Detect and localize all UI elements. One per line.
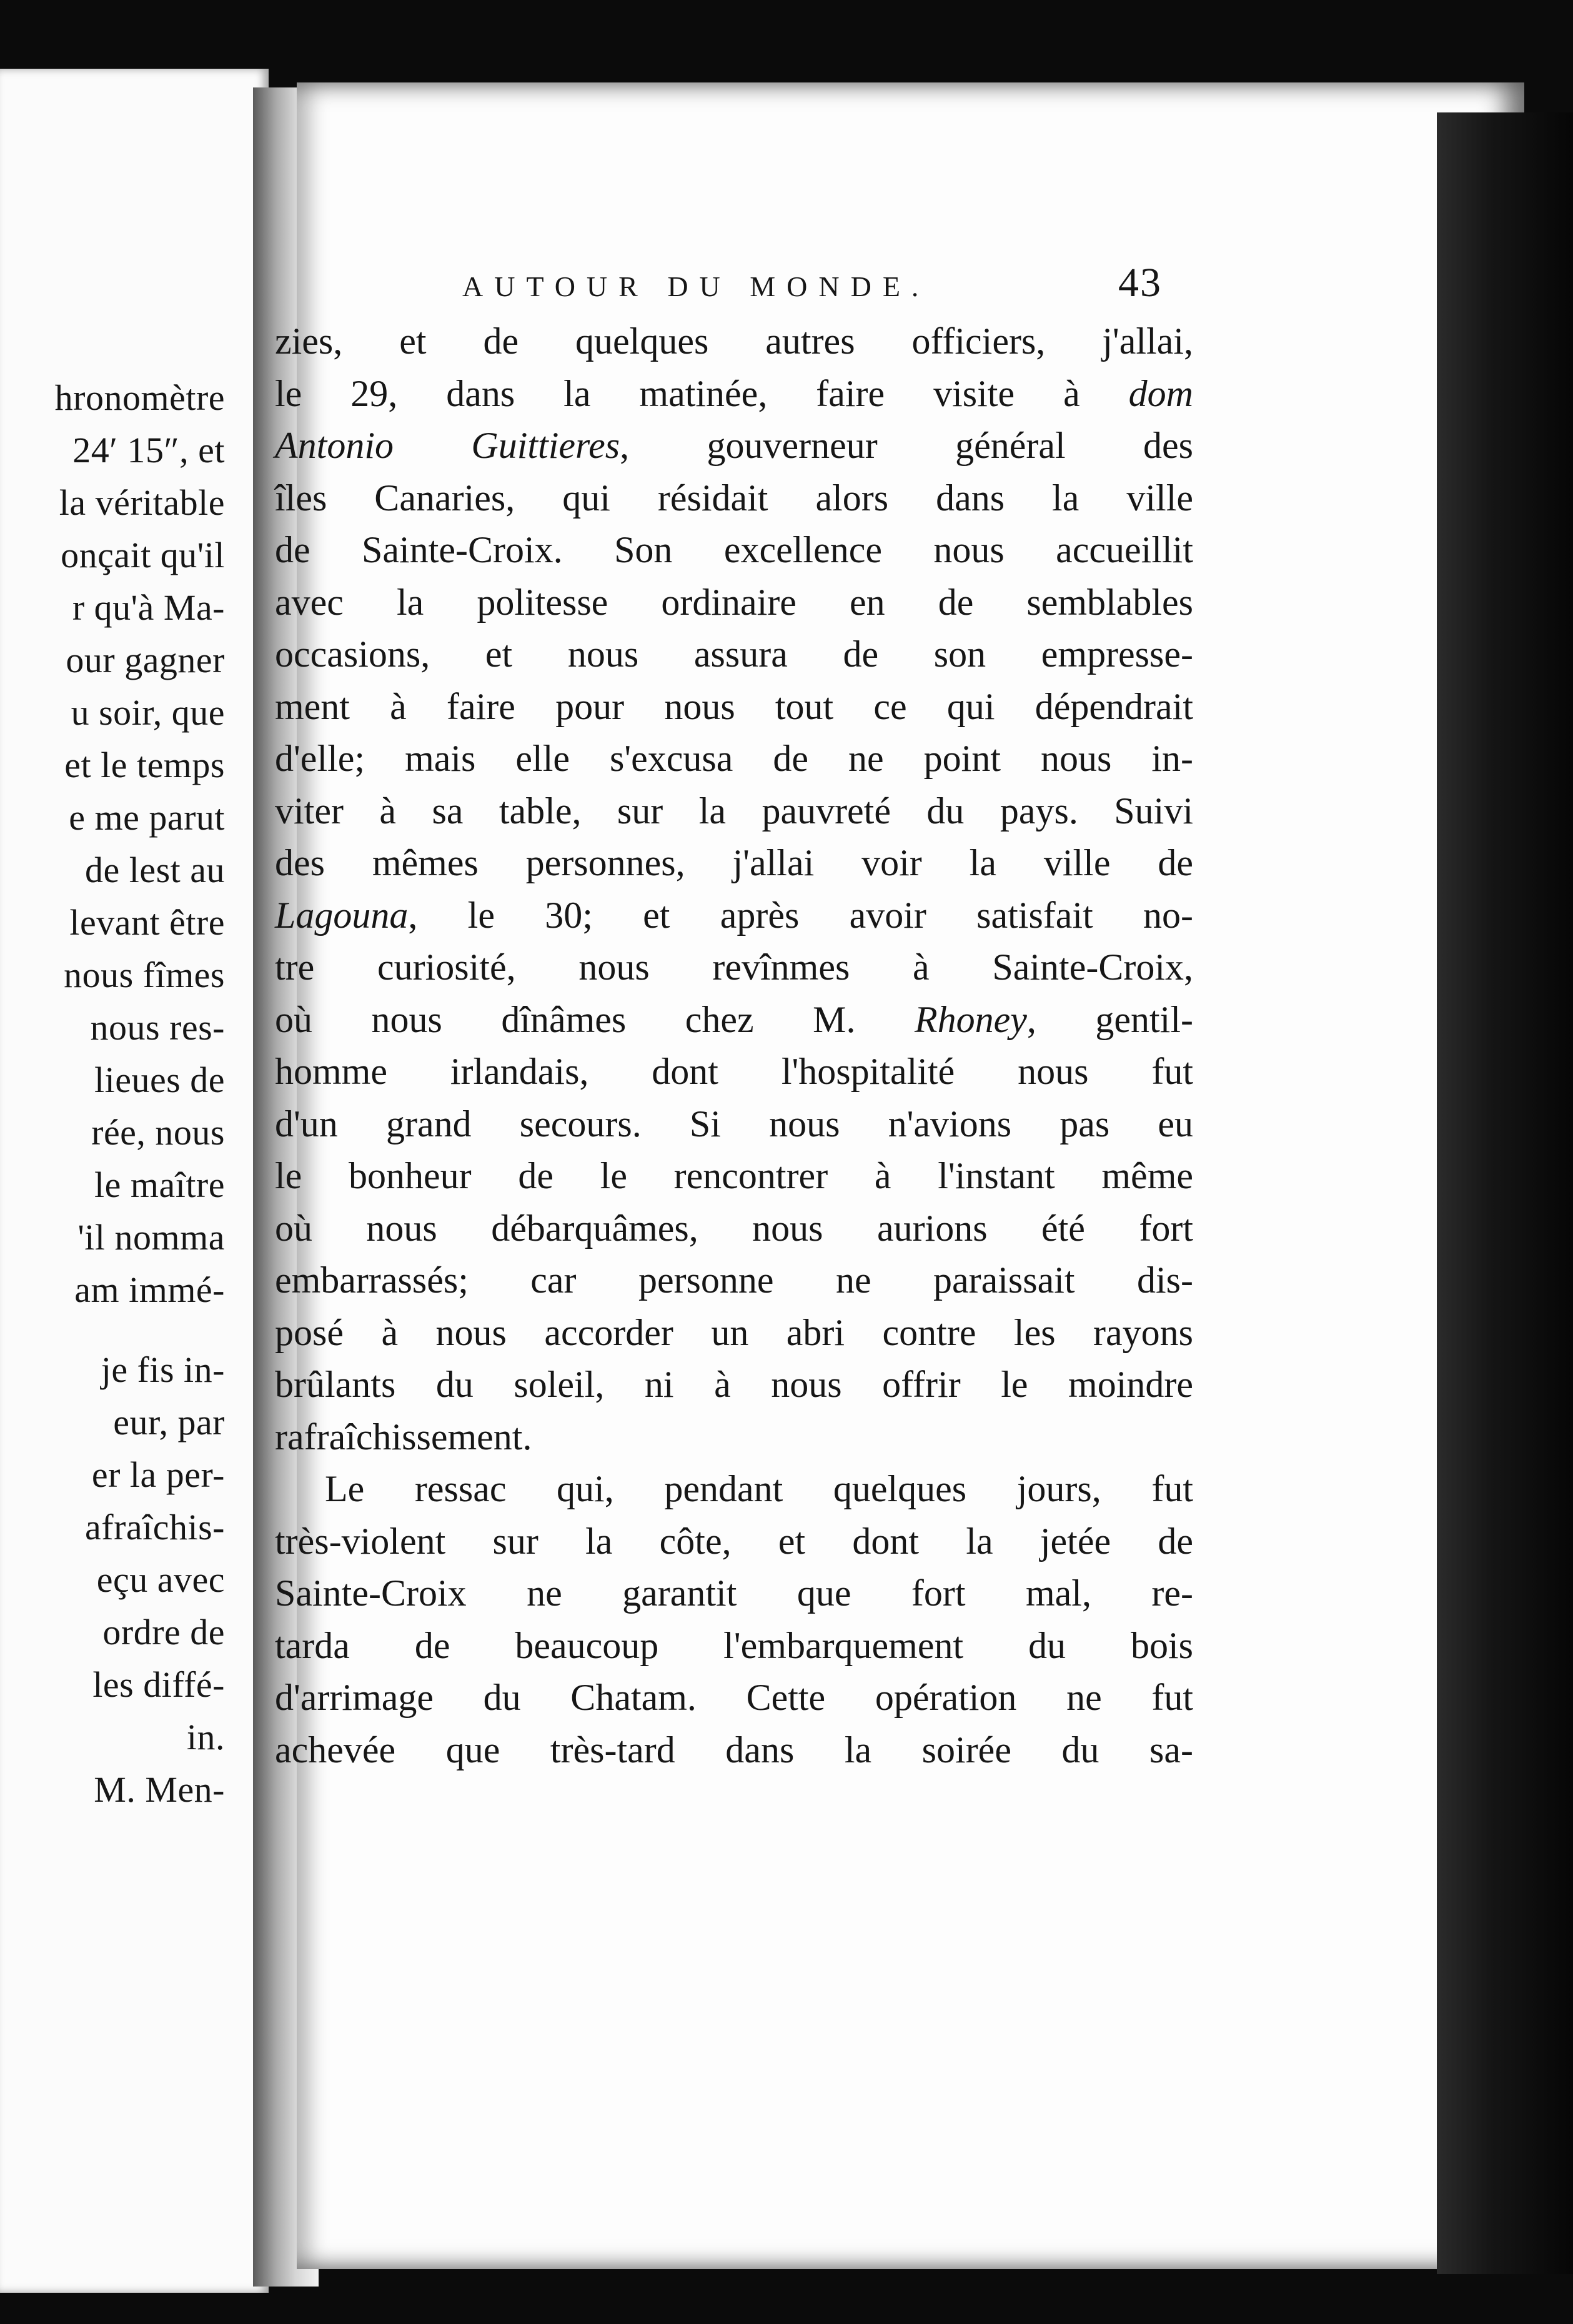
text-line: îles Canaries, qui résidait alors dans la ville	[275, 477, 1193, 519]
left-page-line: nous fîmes	[64, 955, 225, 995]
left-page-line: in.	[186, 1717, 225, 1757]
left-page-text	[0, 372, 225, 1816]
text-line: tarda de beaucoup l'embarquement du bois	[275, 1624, 1193, 1666]
text-line: Lagouna, le 30; et après avoir satisfait no-	[275, 894, 1193, 936]
page-edge-shadow	[1437, 112, 1573, 2274]
text-line: viter à sa table, sur la pauvreté du pays. Suivi	[275, 790, 1193, 832]
left-page-line: la véritable	[59, 482, 225, 523]
text-line: d'un grand secours. Si nous n'avions pas eu	[275, 1103, 1193, 1145]
left-page-line: rée, nous	[91, 1112, 225, 1153]
left-page-line: e me parut	[69, 797, 225, 838]
left-page-line: M. Men-	[94, 1769, 225, 1810]
text-line: de Sainte-Croix. Son excellence nous accueillit	[275, 529, 1193, 570]
left-page-line: ordre de	[102, 1612, 225, 1652]
text-line: homme irlandais, dont l'hospitalité nous fut	[275, 1051, 1193, 1092]
text-line: rafraîchissement.	[275, 1416, 532, 1457]
running-head: AUTOUR DU MONDE.	[462, 271, 930, 302]
text-line: avec la politesse ordinaire en de semblables	[275, 581, 1193, 623]
left-page-line: nous res-	[90, 1007, 225, 1048]
left-page-line: r qu'à Ma-	[72, 587, 225, 628]
left-page-line: 24′ 15″, et	[72, 430, 225, 470]
left-page-line: le maître	[94, 1164, 225, 1205]
body-text	[275, 315, 1193, 1776]
left-page-line: our gagner	[66, 640, 225, 680]
text-line: Le ressac qui, pendant quelques jours, fut	[325, 1468, 1193, 1509]
text-line: des mêmes personnes, j'allai voir la ville de	[275, 842, 1193, 883]
left-page-line: je fis in-	[101, 1349, 225, 1390]
text-line: achevée que très-tard dans la soirée du sa-	[275, 1729, 1193, 1770]
page-header	[462, 259, 1162, 315]
left-page-line: hronomètre	[54, 377, 225, 418]
page-number: 43	[1118, 260, 1162, 305]
left-page-line: lieues de	[94, 1060, 225, 1100]
text-line: ment à faire pour nous tout ce qui dépendrait	[275, 685, 1193, 727]
text-line: où nous débarquâmes, nous aurions été fort	[275, 1207, 1193, 1249]
left-page-line: et le temps	[64, 745, 225, 785]
left-page-line: eur, par	[113, 1402, 225, 1443]
left-page-line: les diffé-	[92, 1664, 225, 1705]
left-page-line: levant être	[69, 902, 225, 943]
left-page-line: er la per-	[91, 1454, 225, 1495]
text-line: d'arrimage du Chatam. Cette opération ne fut	[275, 1677, 1193, 1718]
left-page-line: afraîchis-	[85, 1507, 225, 1547]
text-line: très-violent sur la côte, et dont la jetée de	[275, 1520, 1193, 1562]
text-line: le bonheur de le rencontrer à l'instant même	[275, 1155, 1193, 1196]
text-line: occasions, et nous assura de son empresse-	[275, 633, 1193, 675]
text-line: embarrassés; car personne ne paraissait dis-	[275, 1259, 1193, 1301]
left-page-line: de lest au	[84, 850, 225, 890]
text-line: le 29, dans la matinée, faire visite à dom	[275, 372, 1193, 414]
text-line: tre curiosité, nous revînmes à Sainte-Croix,	[275, 946, 1193, 988]
left-page-line: eçu avec	[96, 1559, 225, 1600]
text-line: où nous dînâmes chez M. Rhoney, gentil-	[275, 998, 1193, 1040]
text-line: Antonio Guittieres, gouverneur général des	[275, 425, 1194, 466]
text-line: posé à nous accorder un abri contre les rayons	[275, 1311, 1193, 1353]
left-page-line: u soir, que	[71, 692, 225, 733]
left-page-line: am immé-	[74, 1269, 225, 1310]
left-page	[0, 69, 269, 2293]
text-line: d'elle; mais elle s'excusa de ne point nous in-	[275, 738, 1193, 779]
text-line: zies, et de quelques autres officiers, j'allai,	[275, 320, 1193, 362]
text-line: brûlants du soleil, ni à nous offrir le moindre	[275, 1364, 1193, 1405]
left-page-line: 'il nomma	[77, 1217, 225, 1258]
left-page-line: onçait qu'il	[61, 535, 225, 575]
text-line: Sainte-Croix ne garantit que fort mal, re-	[275, 1572, 1193, 1614]
